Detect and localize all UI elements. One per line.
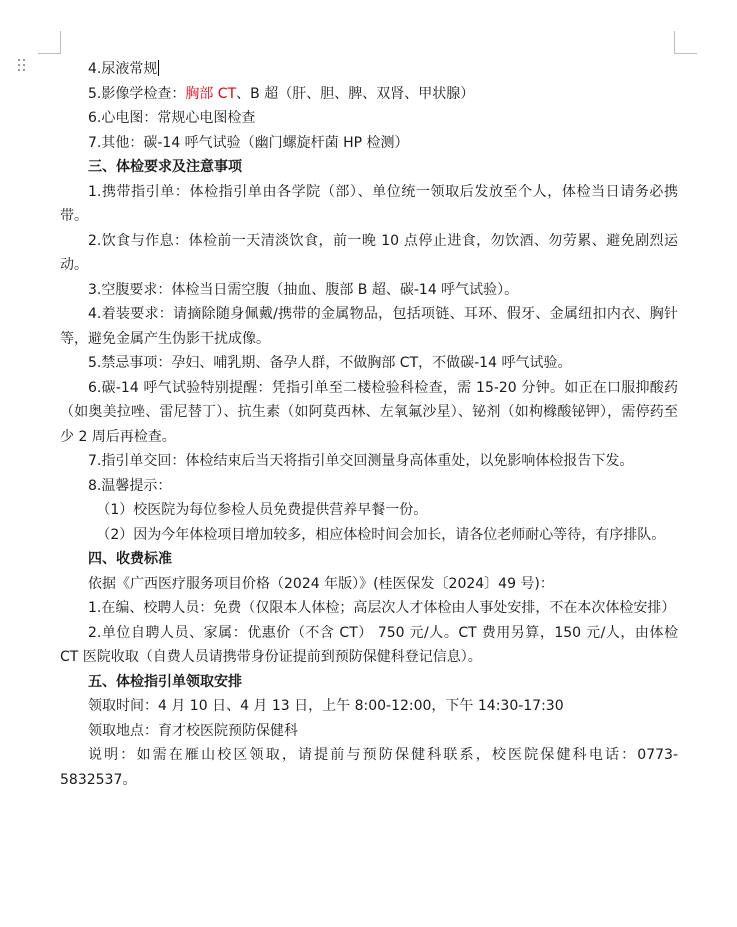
s3-item-3: 3.空腹要求：体检当日需空腹（抽血、腹部 B 超、碳-14 呼气试验）。 [88,281,519,298]
s3-item-2: 2.饮食与作息：体检前一天清淡饮食，前一晚 10 点停止进食，勿饮酒、勿劳累、避免剧烈运动。 [60,232,678,273]
drag-handle-icon[interactable] [17,58,27,74]
s3-item-6: 6.碳-14 呼气试验特别提醒：凭指引单至二楼检验科检查，需 15-20 分钟。如正在口服抑酸药（如奥美拉唑、雷尼替丁）、抗生素（如阿莫西林、左氧氟沙星）、铋剂（如枸橼酸铋钾），需停药至少 2 周后再检查。 [60,379,678,445]
s3-item-7: 7.指引单交回：体检结束后当天将指引单交回测量身高体重处，以免影响体检报告下发。 [88,453,634,469]
s3-tip-1: （1）校医院为每位参检人员免费提供营养早餐一份。 [96,502,428,518]
s3-item-8: 8.温馨提示： [88,477,172,494]
urine-test-text: 4.尿液常规 [88,61,158,77]
s4-basis: 依据《广西医疗服务项目价格（2024 年版）》(桂医保发〔2024〕49 号)： [88,575,554,592]
s4-item-2: 2.单位自聘人员、家属：优惠价（不含 CT） 750 元/人。CT 费用另算，150 元/人，由体检 CT 医院收取（自费人员请携带身份证提前到预防保健科登记信息）。 [60,624,678,665]
imaging-label: 5.影像学检查： [88,85,186,102]
imaging-rest: 、B 超（肝、胆、脾、双肾、甲状腺） [236,85,475,102]
s5-note: 说明：如需在雁山校区领取，请提前与预防保健科联系，校医院保健科电话：0773-5832537。 [60,747,678,788]
text-cursor [158,60,159,76]
section-4-heading: 四、收费标准 [88,551,172,567]
s5-place: 领取地点：育才校医院预防保健科 [88,722,298,739]
section-5-heading: 五、体检指引单领取安排 [88,673,242,690]
imaging-ct-highlight: 胸部 CT [185,85,237,102]
s3-item-5: 5.禁忌事项：孕妇、哺乳期、备孕人群，不做胸部 CT，不做碳-14 呼气试验。 [88,355,572,371]
item-ecg: 6.心电图：常规心电图检查 [88,110,256,126]
s3-item-4: 4.着装要求：请摘除随身佩戴/携带的金属物品，包括项链、耳环、假牙、金属纽扣内衣、胸针等，避免金属产生伪影干扰成像。 [60,306,678,347]
item-imaging [60,82,678,107]
crop-mark-top-right [674,31,697,54]
s3-tip-2: （2）因为今年体检项目增加较多，相应体检时间会加长，请各位老师耐心等待，有序排队。 [96,526,666,543]
s5-time: 领取时间：4 月 10 日、4 月 13 日，上午 8:00-12:00，下午 14:30-17:30 [88,698,564,714]
s4-item-1: 1.在编、校聘人员：免费（仅限本人体检；高层次人才体检由人事处安排，不在本次体检安排） [88,600,676,616]
s3-item-1: 1.携带指引单：体检指引单由各学院（部）、单位统一领取后发放至个人，体检当日请务必携带。 [60,183,678,224]
crop-mark-top-left [38,31,61,54]
item-other: 7.其他：碳-14 呼气试验（幽门螺旋杆菌 HP 检测） [88,134,409,151]
document-body[interactable] [60,57,678,792]
item-urine-test [60,57,678,82]
section-3-heading: 三、体检要求及注意事项 [88,159,242,175]
